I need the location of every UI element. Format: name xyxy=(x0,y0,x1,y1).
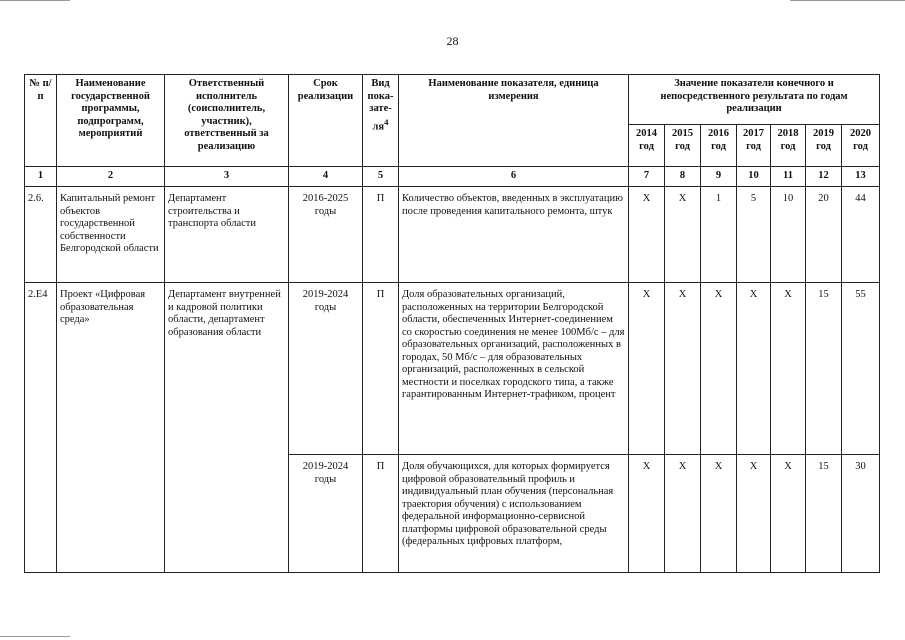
value-2014: Х xyxy=(629,455,665,573)
header-year-2018: 2018 год xyxy=(771,125,806,167)
column-number: 13 xyxy=(842,167,880,187)
row-period: 2016-2025 годы xyxy=(289,187,363,283)
header-values-group: Значение показатели конечного и непосредственного результата по годам реализации xyxy=(629,75,880,125)
column-number: 7 xyxy=(629,167,665,187)
value-2015: Х xyxy=(665,455,701,573)
row-period: 2019-2024 годы xyxy=(289,455,363,573)
header-indicator-type-label: Вид пока-зате-ля xyxy=(367,78,394,132)
row-type: П xyxy=(363,187,399,283)
row-num: 2.6. xyxy=(25,187,57,283)
value-2016: 1 xyxy=(701,187,737,283)
column-number-row xyxy=(25,167,880,187)
value-2016: Х xyxy=(701,455,737,573)
value-2017: 5 xyxy=(737,187,771,283)
value-2020: 30 xyxy=(842,455,880,573)
row-type: П xyxy=(363,283,399,455)
column-number: 4 xyxy=(289,167,363,187)
value-2019: 15 xyxy=(806,283,842,455)
header-indicator-name: Наименование показателя, единица измерения xyxy=(399,75,629,167)
row-period: 2019-2024 годы xyxy=(289,283,363,455)
header-period: Срок реализации xyxy=(289,75,363,167)
value-2017: Х xyxy=(737,283,771,455)
value-2018: Х xyxy=(771,455,806,573)
column-number: 11 xyxy=(771,167,806,187)
row-indicator: Количество объектов, введенных в эксплуатацию после проведения капитального ремонта, штук xyxy=(399,187,629,283)
value-2019: 20 xyxy=(806,187,842,283)
row-name: Капитальный ремонт объектов государственной собственности Белгородской области xyxy=(57,187,165,283)
indicators-table xyxy=(24,74,880,573)
row-indicator: Доля обучающихся, для которых формируется цифровой образовательный профиль и индивидуальный план обучения (персональная траектория обучения) с использованием федеральной информационно-сервисной платформы цифровой образовательной среды (федеральных цифровых платформ, xyxy=(399,455,629,573)
value-2014: Х xyxy=(629,283,665,455)
header-year-2017: 2017 год xyxy=(737,125,771,167)
value-2018: 10 xyxy=(771,187,806,283)
row-type: П xyxy=(363,455,399,573)
column-number: 12 xyxy=(806,167,842,187)
table-row xyxy=(25,283,880,455)
header-year-2016: 2016 год xyxy=(701,125,737,167)
header-year-2015: 2015 год xyxy=(665,125,701,167)
scan-edge-mark xyxy=(0,0,70,1)
header-indicator-type-footnote: 4 xyxy=(384,116,389,127)
column-number: 1 xyxy=(25,167,57,187)
header-year-2014: 2014 год xyxy=(629,125,665,167)
column-number: 6 xyxy=(399,167,629,187)
value-2016: Х xyxy=(701,283,737,455)
column-number: 3 xyxy=(165,167,289,187)
header-year-2019: 2019 год xyxy=(806,125,842,167)
column-number: 10 xyxy=(737,167,771,187)
header-name: Наименование государственной программы, подпрограмм, мероприятий xyxy=(57,75,165,167)
row-num: 2.Е4 xyxy=(25,283,57,573)
table-row xyxy=(25,187,880,283)
value-2014: Х xyxy=(629,187,665,283)
row-responsible: Департамент строительства и транспорта области xyxy=(165,187,289,283)
scan-edge-mark xyxy=(790,0,905,1)
value-2015: Х xyxy=(665,283,701,455)
value-2020: 44 xyxy=(842,187,880,283)
header-num: № п/п xyxy=(25,75,57,167)
value-2018: Х xyxy=(771,283,806,455)
header-year-2020: 2020 год xyxy=(842,125,880,167)
column-number: 9 xyxy=(701,167,737,187)
column-number: 5 xyxy=(363,167,399,187)
value-2020: 55 xyxy=(842,283,880,455)
row-name: Проект «Цифровая образовательная среда» xyxy=(57,283,165,573)
row-responsible: Департамент внутренней и кадровой политики области, департамент образования области xyxy=(165,283,289,573)
header-indicator-type xyxy=(363,75,399,167)
column-number: 2 xyxy=(57,167,165,187)
value-2017: Х xyxy=(737,455,771,573)
value-2019: 15 xyxy=(806,455,842,573)
header-responsible: Ответственный исполнитель (соисполнитель, участник), ответственный за реализацию xyxy=(165,75,289,167)
row-indicator: Доля образовательных организаций, расположенных на территории Белгородской области, обеспеченных Интернет-соединением со скоростью соединения не менее 100Мб/с – для образовательных организаций, расположенных в городах, 50 Мб/с – для образовательных организаций, расположенных в сельской местности и поселках городского типа, а также гарантированным Интернет-трафиком, процент xyxy=(399,283,629,455)
value-2015: Х xyxy=(665,187,701,283)
page-number: 28 xyxy=(446,34,459,48)
column-number: 8 xyxy=(665,167,701,187)
scan-edge-mark xyxy=(0,636,70,637)
